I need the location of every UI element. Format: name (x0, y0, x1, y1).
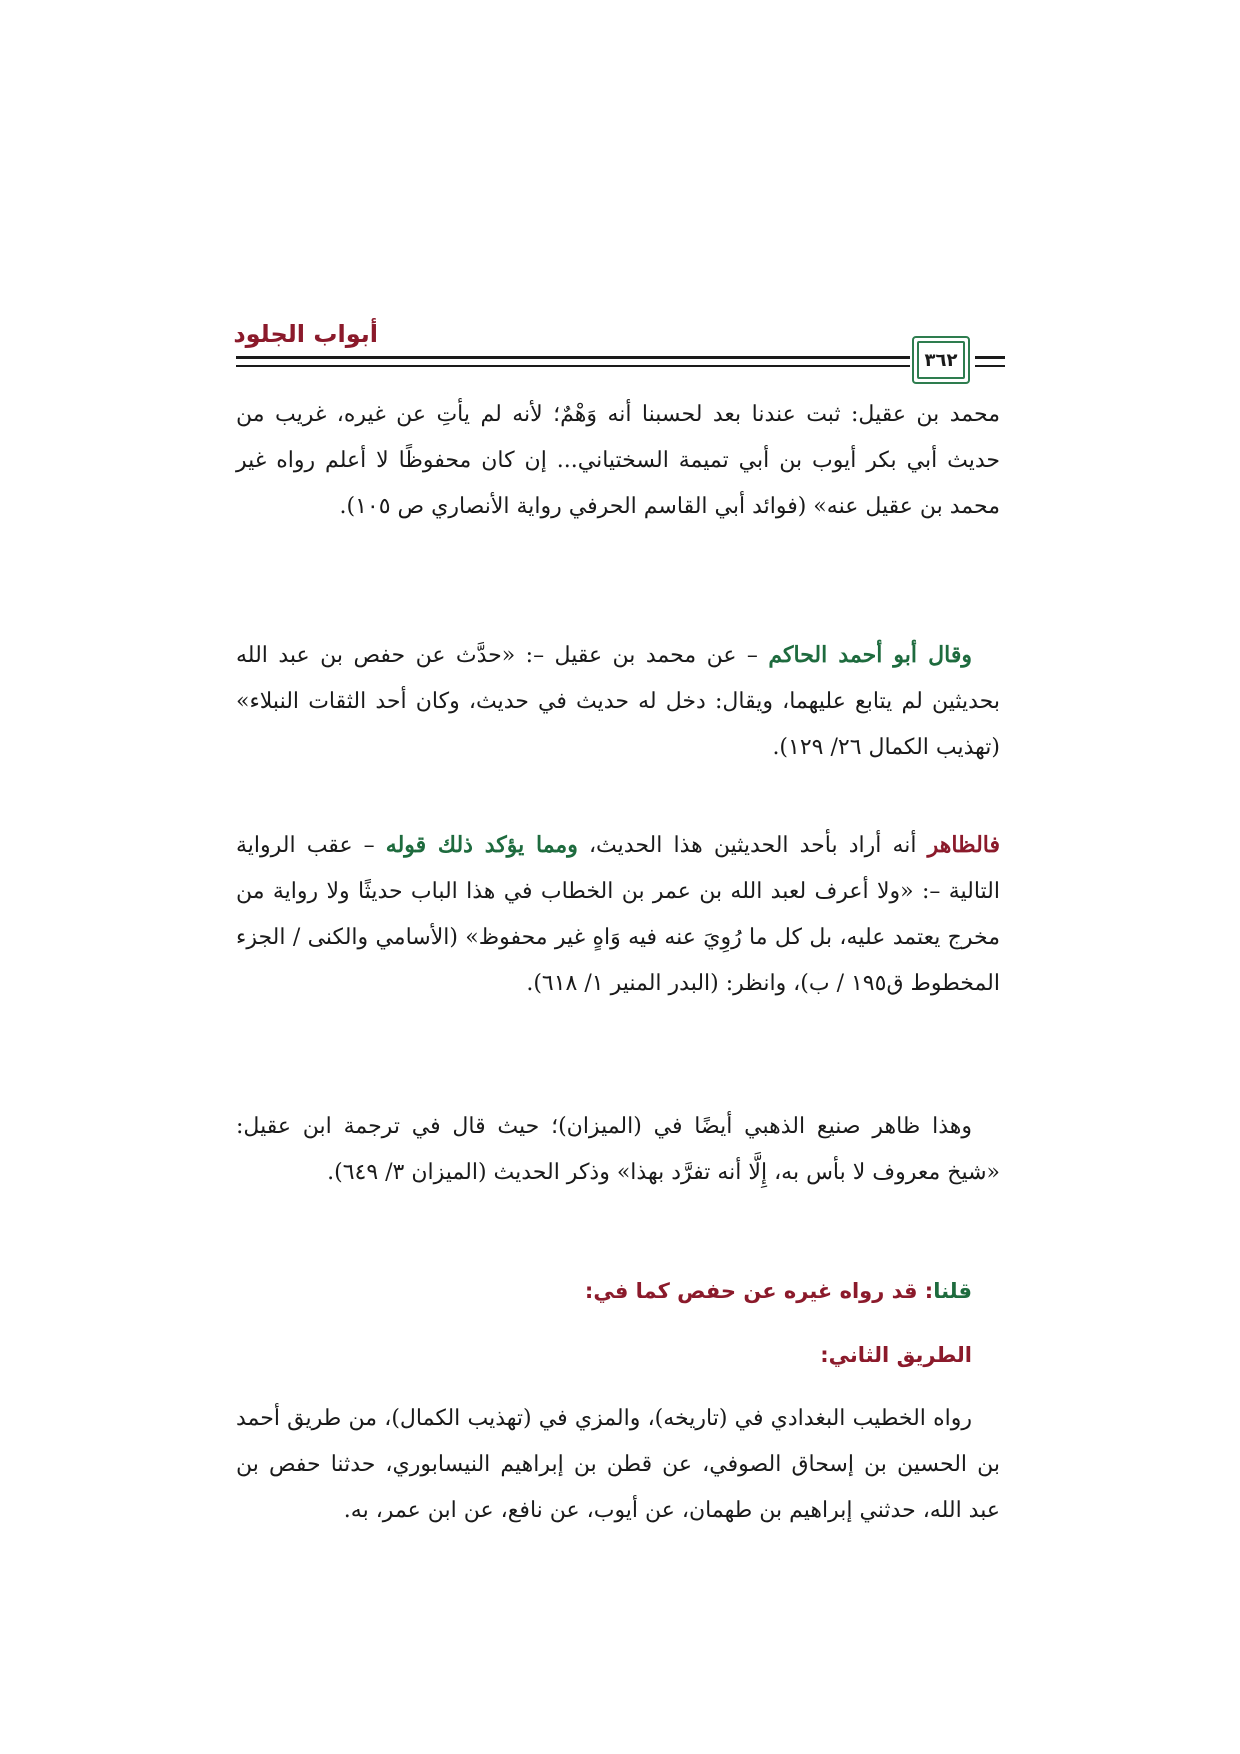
paragraph-text: – عقب الرواية التالية –: «ولا أعرف لعبد الله بن عمر بن الخطاب في هذا الباب حديثًا ولا رواية من مخرج يعتمد عليه، بل كل ما رُوِيَ عنه فيه وَاهٍ غير محفوظ» (الأسامي والكنى / الجزء المخطوط ق١٩٥ / ب)، وانظر: (البدر المنير ١/ ٦١٨). (236, 833, 1000, 996)
paragraph-text: أنه أراد بأحد الحديثين هذا الحديث، (577, 833, 928, 858)
paragraph (236, 822, 1000, 1007)
section-heading: الطريق الثاني: (820, 1343, 972, 1367)
highlight-term: فالظاهر (927, 832, 1001, 858)
page-number: ٣٦٢ (917, 341, 965, 379)
paragraph: رواه الخطيب البغدادي في (تاريخه)، والمزي في (تهذيب الكمال)، من طريق أحمد بن الحسين بن إسحاق الصوفي، عن قطن بن إبراهيم النيسابوري، حدثنا حفص بن عبد الله، حدثني إبراهيم بن طهمان، عن أيوب، عن نافع، عن ابن عمر، به. (236, 1406, 1000, 1523)
section-heading (236, 1268, 1000, 1314)
header-rule (236, 356, 910, 359)
heading-lead: قلنا (933, 1279, 972, 1303)
header-rule (975, 365, 1005, 367)
heading-text: : قد رواه غيره عن حفص كما في: (584, 1279, 934, 1303)
paragraph: محمد بن عقيل: ثبت عندنا بعد لحسبنا أنه وَهْمٌ؛ لأنه لم يأتِ عن غيره، غريب من حديث أبي بكر أيوب بن أبي تميمة السختياني... إن كان محفوظًا لا أعلم رواه غير محمد بن عقيل عنه» (فوائد أبي القاسم الحرفي رواية الأنصاري ص ١٠٥). (236, 402, 1000, 519)
highlight-name: وقال أبو أحمد الحاكم (768, 642, 972, 668)
paragraph (236, 632, 1000, 771)
header-rule (975, 356, 1005, 359)
paragraph: وهذا ظاهر صنيع الذهبي أيضًا في (الميزان)؛ حيث قال في ترجمة ابن عقيل: «شيخ معروف لا بأس به، إِلَّا أنه تفرَّد بهذا» وذكر الحديث (الميزان ٣/ ٦٤٩). (236, 1114, 1000, 1185)
page-number-badge (912, 336, 970, 384)
highlight-phrase: ومما يؤكد ذلك قوله (385, 832, 578, 858)
header-rule (236, 365, 910, 367)
running-title: أبواب الجلود (233, 320, 378, 348)
paragraph-text: – عن محمد بن عقيل –: «حدَّث عن حفص بن عبد الله بحديثين لم يتابع عليهما، ويقال: دخل له حديث في حديث، وكان أحد الثقات النبلاء» (تهذيب الكمال ٢٦/ ١٢٩). (236, 643, 1000, 760)
